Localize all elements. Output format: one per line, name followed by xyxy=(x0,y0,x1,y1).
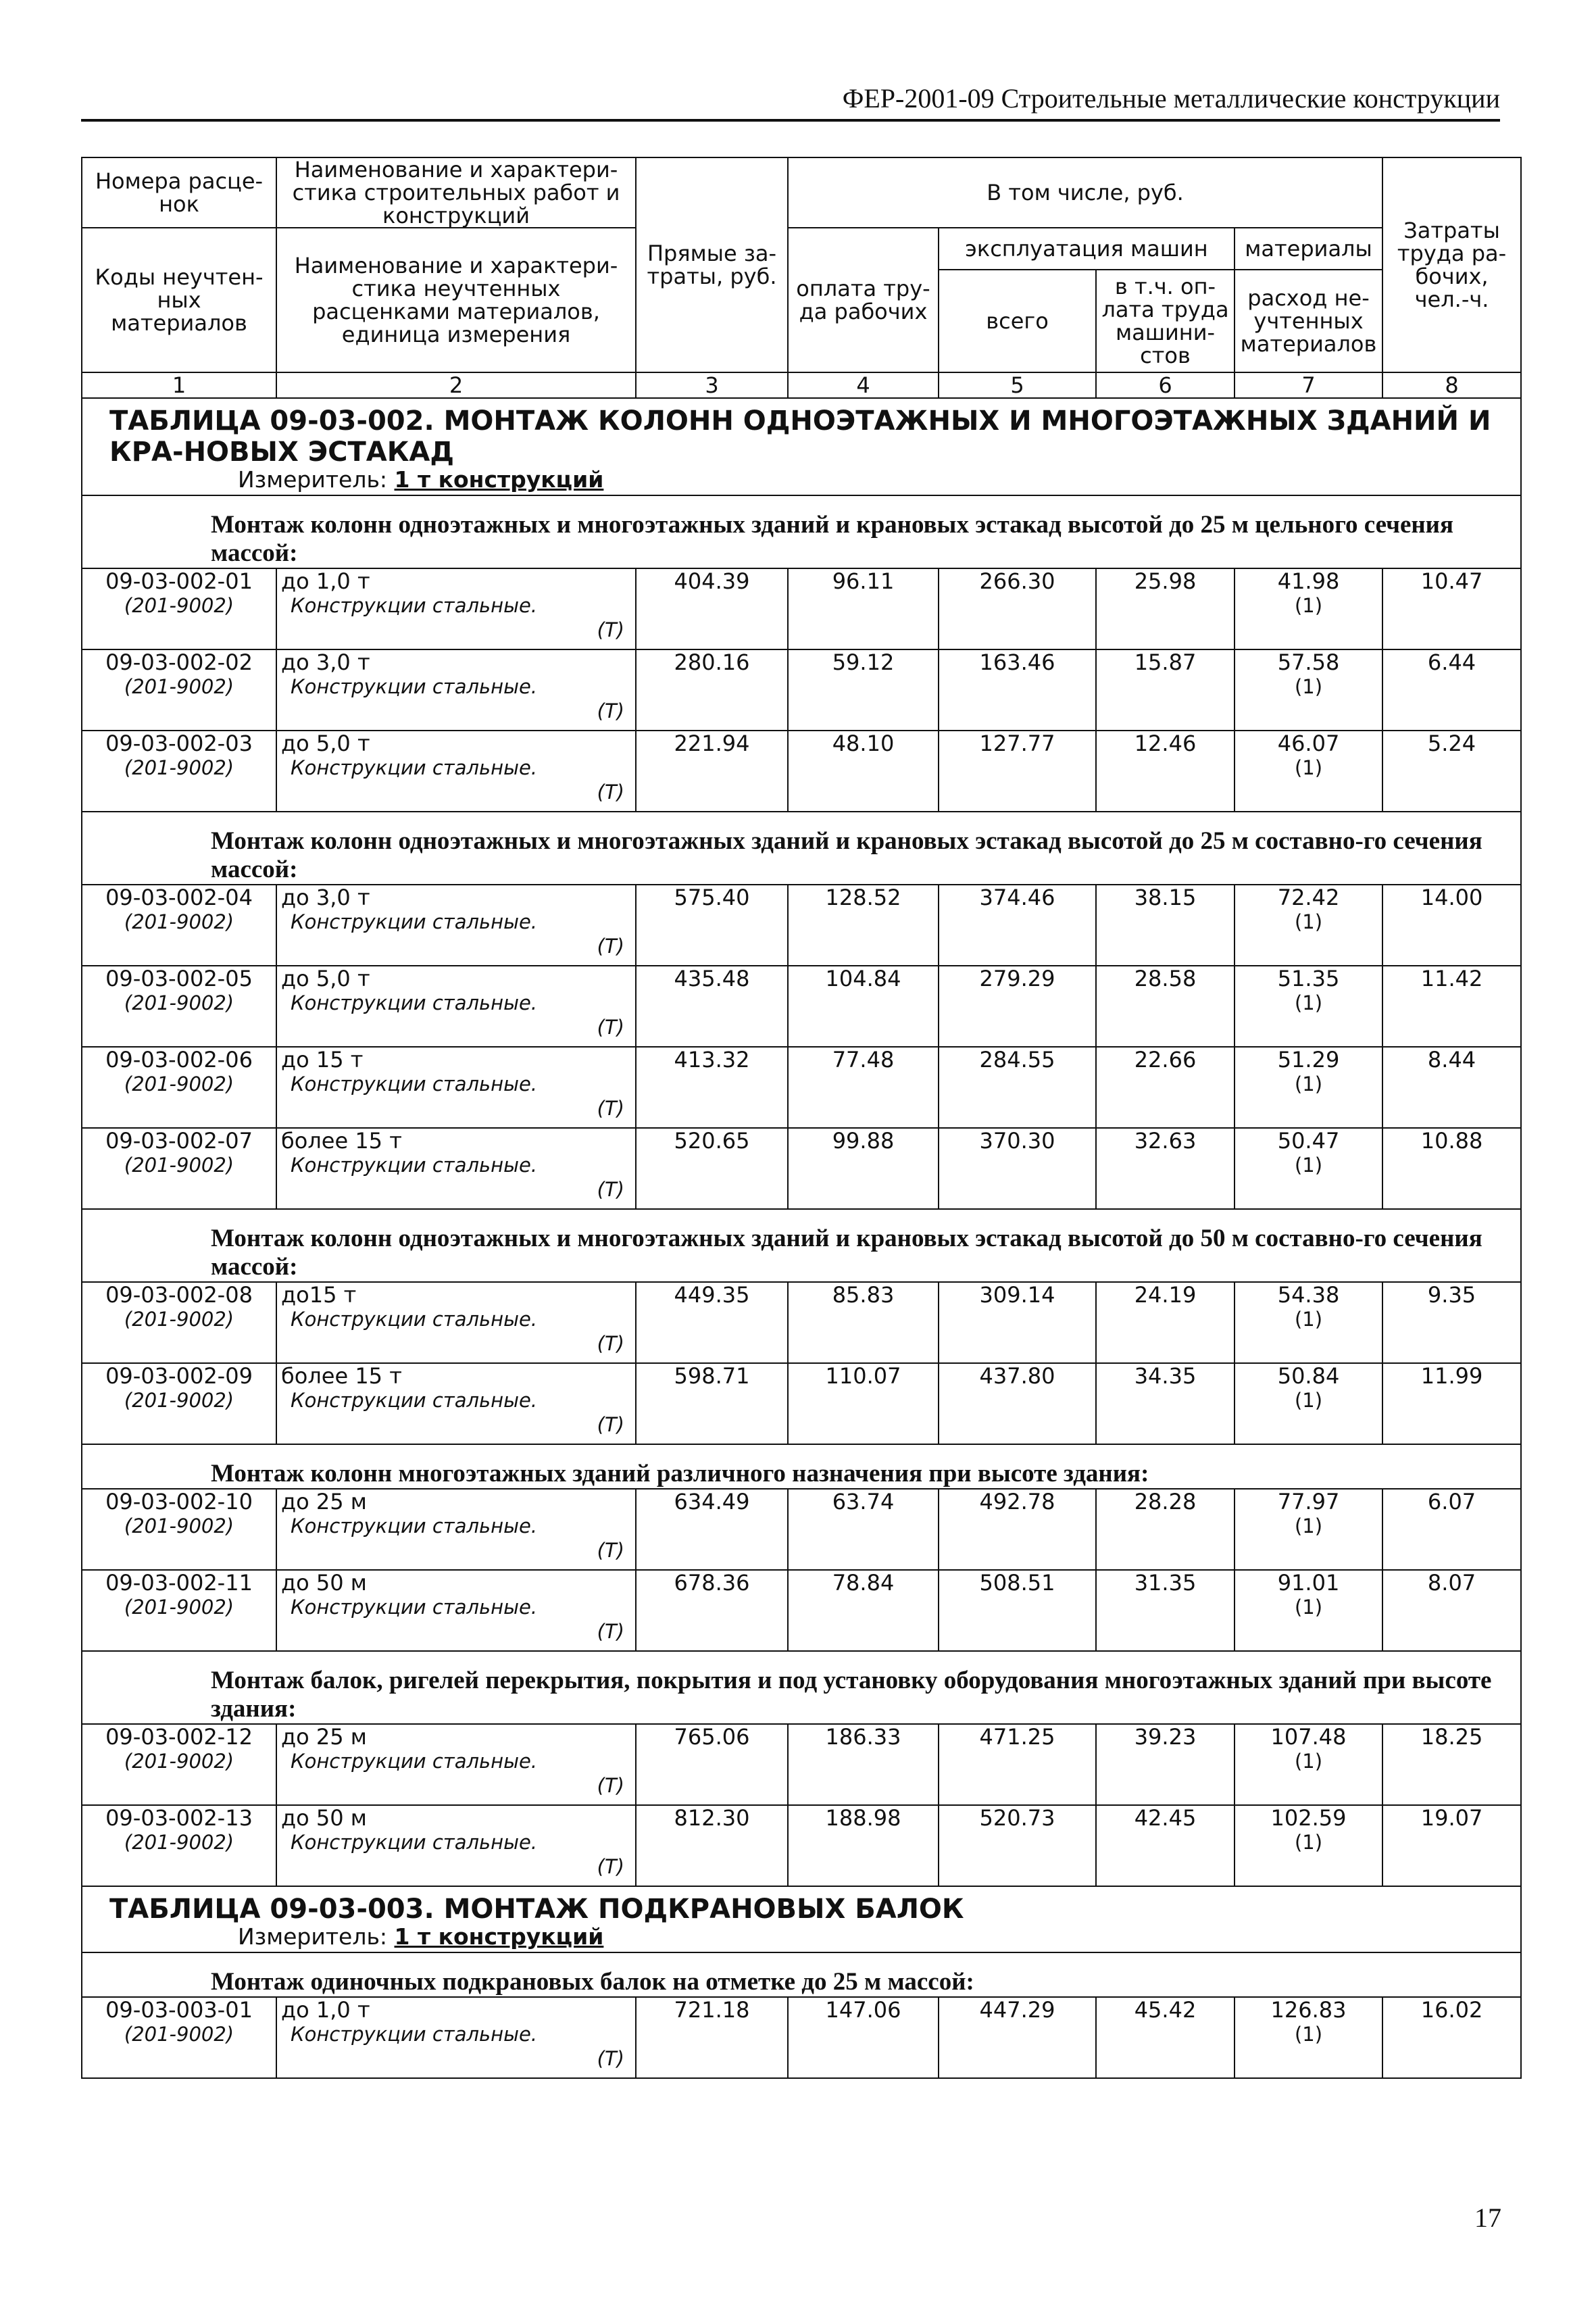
direct-costs: 575.40 xyxy=(636,885,788,966)
work-name: до 5,0 т xyxy=(281,731,370,756)
materials-cell xyxy=(1235,1489,1382,1570)
column-number: 2 xyxy=(276,372,636,398)
rate-code: 09-03-003-01 xyxy=(105,1997,253,2023)
machines-total: 520.73 xyxy=(939,1805,1096,1886)
table-title: ТАБЛИЦА 09-03-003. МОНТАЖ ПОДКРАНОВЫХ БАЛОК xyxy=(82,1886,1521,1925)
work-name-cell xyxy=(276,966,636,1047)
materials-cell xyxy=(1235,1570,1382,1651)
materials: 72.42 xyxy=(1277,885,1340,910)
worker-wages: 48.10 xyxy=(788,731,939,812)
materials-cell xyxy=(1235,966,1382,1047)
direct-costs: 280.16 xyxy=(636,649,788,731)
section-title: Монтаж балок, ригелей перекрытия, покрытия и под установку оборудования многоэтажных зданий при высоте здания: xyxy=(82,1651,1521,1724)
worker-wages: 77.48 xyxy=(788,1047,939,1128)
machines-total: 309.14 xyxy=(939,1282,1096,1363)
materials: 51.35 xyxy=(1277,966,1340,991)
labor-hours: 11.99 xyxy=(1382,1363,1521,1444)
materials-cell xyxy=(1235,1724,1382,1805)
worker-wages: 147.06 xyxy=(788,1997,939,2078)
column-number: 5 xyxy=(939,372,1096,398)
work-name-cell xyxy=(276,731,636,812)
materials: 51.29 xyxy=(1277,1047,1340,1073)
rate-code-cell xyxy=(82,1805,276,1886)
work-name-cell xyxy=(276,1997,636,2078)
work-name: до 50 м xyxy=(281,1805,367,1831)
worker-wages: 59.12 xyxy=(788,649,939,731)
rate-code-cell xyxy=(82,731,276,812)
materials: 41.98 xyxy=(1277,568,1340,594)
table-row xyxy=(82,649,1521,731)
unaccounted-materials: (1) xyxy=(1294,1750,1323,1773)
measure-line xyxy=(82,1925,1521,1952)
materials-cell xyxy=(1235,1363,1382,1444)
col-labor-hours-header: Затраты труда ра-бочих, чел.-ч. xyxy=(1382,157,1521,372)
materials: 102.59 xyxy=(1270,1805,1347,1831)
direct-costs: 598.71 xyxy=(636,1363,788,1444)
measure-label: Измеритель: xyxy=(238,1923,388,1950)
worker-wages: 99.88 xyxy=(788,1128,939,1209)
material-name: Конструкции стальные. xyxy=(291,1389,538,1412)
material-name: Конструкции стальные. xyxy=(291,991,538,1014)
col-rate-number-header: Номера расце-нок xyxy=(82,157,276,228)
material-name: Конструкции стальные. xyxy=(291,1831,538,1854)
unaccounted-materials: (1) xyxy=(1294,1073,1323,1096)
direct-costs: 634.49 xyxy=(636,1489,788,1570)
direct-costs: 520.65 xyxy=(636,1128,788,1209)
rate-code-cell xyxy=(82,966,276,1047)
column-number: 1 xyxy=(82,372,276,398)
rate-code: 09-03-002-06 xyxy=(105,1047,253,1073)
unaccounted-materials: (1) xyxy=(1294,2023,1323,2046)
work-name-cell xyxy=(276,1489,636,1570)
material-code: (201-9002) xyxy=(124,1596,234,1619)
work-name: до 3,0 т xyxy=(281,885,370,910)
direct-costs: 765.06 xyxy=(636,1724,788,1805)
rate-code: 09-03-002-10 xyxy=(105,1489,253,1515)
direct-costs: 721.18 xyxy=(636,1997,788,2078)
direct-costs: 221.94 xyxy=(636,731,788,812)
machinists-wages: 24.19 xyxy=(1096,1282,1235,1363)
rate-code-cell xyxy=(82,885,276,966)
section-title: Монтаж одиночных подкрановых балок на отметке до 25 м массой: xyxy=(82,1952,1521,1997)
unaccounted-materials: (1) xyxy=(1294,594,1323,617)
labor-hours: 5.24 xyxy=(1382,731,1521,812)
machinists-wages: 45.42 xyxy=(1096,1997,1235,2078)
material-name: Конструкции стальные. xyxy=(291,594,538,617)
material-name: Конструкции стальные. xyxy=(291,1154,538,1177)
machinists-wages: 38.15 xyxy=(1096,885,1235,966)
machines-total: 266.30 xyxy=(939,568,1096,649)
rate-code-cell xyxy=(82,568,276,649)
col-machinists-wages-header: в т.ч. оп-лата труда машини-стов xyxy=(1096,270,1235,372)
labor-hours: 8.07 xyxy=(1382,1570,1521,1651)
col-work-name-header: Наименование и характери-стика строительных работ и конструкций xyxy=(276,157,636,228)
work-name: более 15 т xyxy=(281,1128,402,1154)
work-name-cell xyxy=(276,649,636,731)
worker-wages: 85.83 xyxy=(788,1282,939,1363)
column-number: 8 xyxy=(1382,372,1521,398)
material-name: Конструкции стальные. xyxy=(291,910,538,933)
column-number: 4 xyxy=(788,372,939,398)
rate-code-cell xyxy=(82,649,276,731)
direct-costs: 435.48 xyxy=(636,966,788,1047)
machinists-wages: 12.46 xyxy=(1096,731,1235,812)
unaccounted-materials: (1) xyxy=(1294,675,1323,698)
materials-cell xyxy=(1235,1805,1382,1886)
table-row xyxy=(82,1363,1521,1444)
col-wages-header: оплата тру-да рабочих xyxy=(788,228,939,372)
materials: 107.48 xyxy=(1270,1724,1347,1750)
direct-costs: 678.36 xyxy=(636,1570,788,1651)
measure-value: 1 т конструкций xyxy=(394,1923,604,1950)
unaccounted-materials: (1) xyxy=(1294,1154,1323,1177)
work-name: до 50 м xyxy=(281,1570,367,1596)
materials: 54.38 xyxy=(1277,1282,1340,1308)
material-name: Конструкции стальные. xyxy=(291,1515,538,1537)
rate-code-cell xyxy=(82,1128,276,1209)
labor-hours: 18.25 xyxy=(1382,1724,1521,1805)
machines-total: 374.46 xyxy=(939,885,1096,966)
materials: 50.84 xyxy=(1277,1363,1340,1389)
material-code: (201-9002) xyxy=(124,1308,234,1331)
work-name-cell xyxy=(276,1282,636,1363)
rate-code-cell xyxy=(82,1489,276,1570)
unaccounted-materials: (1) xyxy=(1294,1596,1323,1619)
unaccounted-materials: (1) xyxy=(1294,756,1323,779)
materials-cell xyxy=(1235,1128,1382,1209)
work-name: до 3,0 т xyxy=(281,649,370,675)
machinists-wages: 22.66 xyxy=(1096,1047,1235,1128)
machinists-wages: 28.58 xyxy=(1096,966,1235,1047)
material-code: (201-9002) xyxy=(124,1073,234,1096)
col-material-codes-header: Коды неучтен-ных материалов xyxy=(82,228,276,372)
direct-costs: 413.32 xyxy=(636,1047,788,1128)
work-name: до 25 м xyxy=(281,1489,367,1515)
worker-wages: 63.74 xyxy=(788,1489,939,1570)
measure-line xyxy=(82,468,1521,495)
work-name: более 15 т xyxy=(281,1363,402,1389)
material-name: Конструкции стальные. xyxy=(291,756,538,779)
material-code: (201-9002) xyxy=(124,756,234,779)
material-unit: (Т) xyxy=(597,1620,624,1643)
rate-code: 09-03-002-03 xyxy=(105,731,253,756)
table-row xyxy=(82,1805,1521,1886)
rate-code: 09-03-002-04 xyxy=(105,885,253,910)
material-unit: (Т) xyxy=(597,618,624,641)
table-row xyxy=(82,1489,1521,1570)
col-direct-costs-header: Прямые за-траты, руб. xyxy=(636,157,788,372)
materials-cell xyxy=(1235,1282,1382,1363)
material-unit: (Т) xyxy=(597,1855,624,1878)
labor-hours: 8.44 xyxy=(1382,1047,1521,1128)
rate-code: 09-03-002-01 xyxy=(105,568,253,594)
rate-code: 09-03-002-02 xyxy=(105,649,253,675)
material-unit: (Т) xyxy=(597,1332,624,1355)
material-name: Конструкции стальные. xyxy=(291,2023,538,2046)
labor-hours: 10.88 xyxy=(1382,1128,1521,1209)
col-material-name-header: Наименование и характери-стика неучтенных расценками материалов, единица измерения xyxy=(276,228,636,372)
rate-code: 09-03-002-08 xyxy=(105,1282,253,1308)
section-title: Монтаж колонн одноэтажных и многоэтажных зданий и крановых эстакад высотой до 25 м цельного сечения массой: xyxy=(82,495,1521,568)
materials-cell xyxy=(1235,885,1382,966)
rate-code: 09-03-002-11 xyxy=(105,1570,253,1596)
material-code: (201-9002) xyxy=(124,1750,234,1773)
col-machines-header: эксплуатация машин xyxy=(939,228,1235,270)
material-unit: (Т) xyxy=(597,935,624,958)
work-name-cell xyxy=(276,568,636,649)
worker-wages: 128.52 xyxy=(788,885,939,966)
work-name-cell xyxy=(276,1805,636,1886)
measure-label: Измеритель: xyxy=(238,466,388,493)
rate-code: 09-03-002-07 xyxy=(105,1128,253,1154)
table-row xyxy=(82,1724,1521,1805)
material-code: (201-9002) xyxy=(124,675,234,698)
machinists-wages: 34.35 xyxy=(1096,1363,1235,1444)
rate-code: 09-03-002-09 xyxy=(105,1363,253,1389)
page-header: ФЕР-2001-09 Строительные металлические конструкции xyxy=(81,85,1500,122)
worker-wages: 96.11 xyxy=(788,568,939,649)
material-name: Конструкции стальные. xyxy=(291,1308,538,1331)
measure-value: 1 т конструкций xyxy=(394,466,604,493)
unaccounted-materials: (1) xyxy=(1294,910,1323,933)
column-number: 6 xyxy=(1096,372,1235,398)
table-row xyxy=(82,1570,1521,1651)
work-name: до 5,0 т xyxy=(281,966,370,991)
col-unaccounted-materials-header: расход не-учтенных материалов xyxy=(1235,270,1382,372)
table-title: ТАБЛИЦА 09-03-002. МОНТАЖ КОЛОНН ОДНОЭТАЖНЫХ И МНОГОЭТАЖНЫХ ЗДАНИЙ И КРА-НОВЫХ ЭСТАКАД xyxy=(82,398,1521,468)
rate-code-cell xyxy=(82,1363,276,1444)
worker-wages: 78.84 xyxy=(788,1570,939,1651)
unaccounted-materials: (1) xyxy=(1294,991,1323,1014)
material-code: (201-9002) xyxy=(124,910,234,933)
work-name-cell xyxy=(276,1570,636,1651)
labor-hours: 10.47 xyxy=(1382,568,1521,649)
machines-total: 492.78 xyxy=(939,1489,1096,1570)
machines-total: 127.77 xyxy=(939,731,1096,812)
machines-total: 284.55 xyxy=(939,1047,1096,1128)
section-title: Монтаж колонн многоэтажных зданий различного назначения при высоте здания: xyxy=(82,1444,1521,1489)
material-name: Конструкции стальные. xyxy=(291,1750,538,1773)
material-code: (201-9002) xyxy=(124,1515,234,1537)
worker-wages: 104.84 xyxy=(788,966,939,1047)
material-unit: (Т) xyxy=(597,1774,624,1797)
worker-wages: 110.07 xyxy=(788,1363,939,1444)
material-code: (201-9002) xyxy=(124,1389,234,1412)
materials-cell xyxy=(1235,1047,1382,1128)
work-name-cell xyxy=(276,1047,636,1128)
labor-hours: 11.42 xyxy=(1382,966,1521,1047)
work-name-cell xyxy=(276,885,636,966)
unaccounted-materials: (1) xyxy=(1294,1515,1323,1537)
materials: 57.58 xyxy=(1277,649,1340,675)
material-unit: (Т) xyxy=(597,1016,624,1039)
material-unit: (Т) xyxy=(597,2047,624,2070)
work-name: до15 т xyxy=(281,1282,357,1308)
material-name: Конструкции стальные. xyxy=(291,1596,538,1619)
unaccounted-materials: (1) xyxy=(1294,1389,1323,1412)
machines-total: 370.30 xyxy=(939,1128,1096,1209)
worker-wages: 188.98 xyxy=(788,1805,939,1886)
col-including-header: В том числе, руб. xyxy=(788,157,1382,228)
work-name: до 1,0 т xyxy=(281,1997,370,2023)
table-row xyxy=(82,568,1521,649)
machinists-wages: 42.45 xyxy=(1096,1805,1235,1886)
page-number: 17 xyxy=(1474,2202,1501,2233)
materials-cell xyxy=(1235,731,1382,812)
machinists-wages: 15.87 xyxy=(1096,649,1235,731)
table-row xyxy=(82,1047,1521,1128)
work-name-cell xyxy=(276,1724,636,1805)
material-code: (201-9002) xyxy=(124,1831,234,1854)
table-row xyxy=(82,885,1521,966)
machines-total: 508.51 xyxy=(939,1570,1096,1651)
table-row xyxy=(82,966,1521,1047)
material-unit: (Т) xyxy=(597,699,624,722)
rate-code-cell xyxy=(82,1724,276,1805)
rate-code: 09-03-002-05 xyxy=(105,966,253,991)
section-title: Монтаж колонн одноэтажных и многоэтажных зданий и крановых эстакад высотой до 25 м составно-го сечения массой: xyxy=(82,812,1521,885)
worker-wages: 186.33 xyxy=(788,1724,939,1805)
unaccounted-materials: (1) xyxy=(1294,1831,1323,1854)
machines-total: 471.25 xyxy=(939,1724,1096,1805)
materials: 91.01 xyxy=(1277,1570,1340,1596)
work-name: до 15 т xyxy=(281,1047,364,1073)
materials-cell xyxy=(1235,649,1382,731)
material-code: (201-9002) xyxy=(124,1154,234,1177)
material-unit: (Т) xyxy=(597,1097,624,1120)
labor-hours: 9.35 xyxy=(1382,1282,1521,1363)
col-materials-header: материалы xyxy=(1235,228,1382,270)
material-unit: (Т) xyxy=(597,781,624,804)
work-name-cell xyxy=(276,1128,636,1209)
materials: 46.07 xyxy=(1277,731,1340,756)
material-unit: (Т) xyxy=(597,1178,624,1201)
table-row xyxy=(82,1128,1521,1209)
table-row xyxy=(82,1997,1521,2078)
machinists-wages: 39.23 xyxy=(1096,1724,1235,1805)
rate-code: 09-03-002-13 xyxy=(105,1805,253,1831)
rate-code-cell xyxy=(82,1047,276,1128)
work-name: до 1,0 т xyxy=(281,568,370,594)
materials: 126.83 xyxy=(1270,1997,1347,2023)
direct-costs: 812.30 xyxy=(636,1805,788,1886)
material-name: Конструкции стальные. xyxy=(291,1073,538,1096)
work-name: до 25 м xyxy=(281,1724,367,1750)
machines-total: 279.29 xyxy=(939,966,1096,1047)
work-name-cell xyxy=(276,1363,636,1444)
rate-code-cell xyxy=(82,1997,276,2078)
machinists-wages: 32.63 xyxy=(1096,1128,1235,1209)
machinists-wages: 28.28 xyxy=(1096,1489,1235,1570)
material-unit: (Т) xyxy=(597,1539,624,1562)
materials: 77.97 xyxy=(1277,1489,1340,1515)
column-number: 7 xyxy=(1235,372,1382,398)
rate-code: 09-03-002-12 xyxy=(105,1724,253,1750)
machines-total: 437.80 xyxy=(939,1363,1096,1444)
labor-hours: 6.07 xyxy=(1382,1489,1521,1570)
machines-total: 447.29 xyxy=(939,1997,1096,2078)
material-code: (201-9002) xyxy=(124,2023,234,2046)
col-machines-total-header: всего xyxy=(939,270,1096,372)
labor-hours: 19.07 xyxy=(1382,1805,1521,1886)
section-title: Монтаж колонн одноэтажных и многоэтажных зданий и крановых эстакад высотой до 50 м составно-го сечения массой: xyxy=(82,1209,1521,1282)
rate-code-cell xyxy=(82,1570,276,1651)
material-unit: (Т) xyxy=(597,1413,624,1436)
machinists-wages: 25.98 xyxy=(1096,568,1235,649)
direct-costs: 404.39 xyxy=(636,568,788,649)
unaccounted-materials: (1) xyxy=(1294,1308,1323,1331)
machines-total: 163.46 xyxy=(939,649,1096,731)
material-name: Конструкции стальные. xyxy=(291,675,538,698)
materials-cell xyxy=(1235,568,1382,649)
materials-cell xyxy=(1235,1997,1382,2078)
column-number: 3 xyxy=(636,372,788,398)
rate-code-cell xyxy=(82,1282,276,1363)
table-row xyxy=(82,1282,1521,1363)
material-code: (201-9002) xyxy=(124,594,234,617)
labor-hours: 6.44 xyxy=(1382,649,1521,731)
materials: 50.47 xyxy=(1277,1128,1340,1154)
labor-hours: 16.02 xyxy=(1382,1997,1521,2078)
rates-table xyxy=(81,157,1522,2079)
labor-hours: 14.00 xyxy=(1382,885,1521,966)
direct-costs: 449.35 xyxy=(636,1282,788,1363)
table-row xyxy=(82,731,1521,812)
material-code: (201-9002) xyxy=(124,991,234,1014)
machinists-wages: 31.35 xyxy=(1096,1570,1235,1651)
